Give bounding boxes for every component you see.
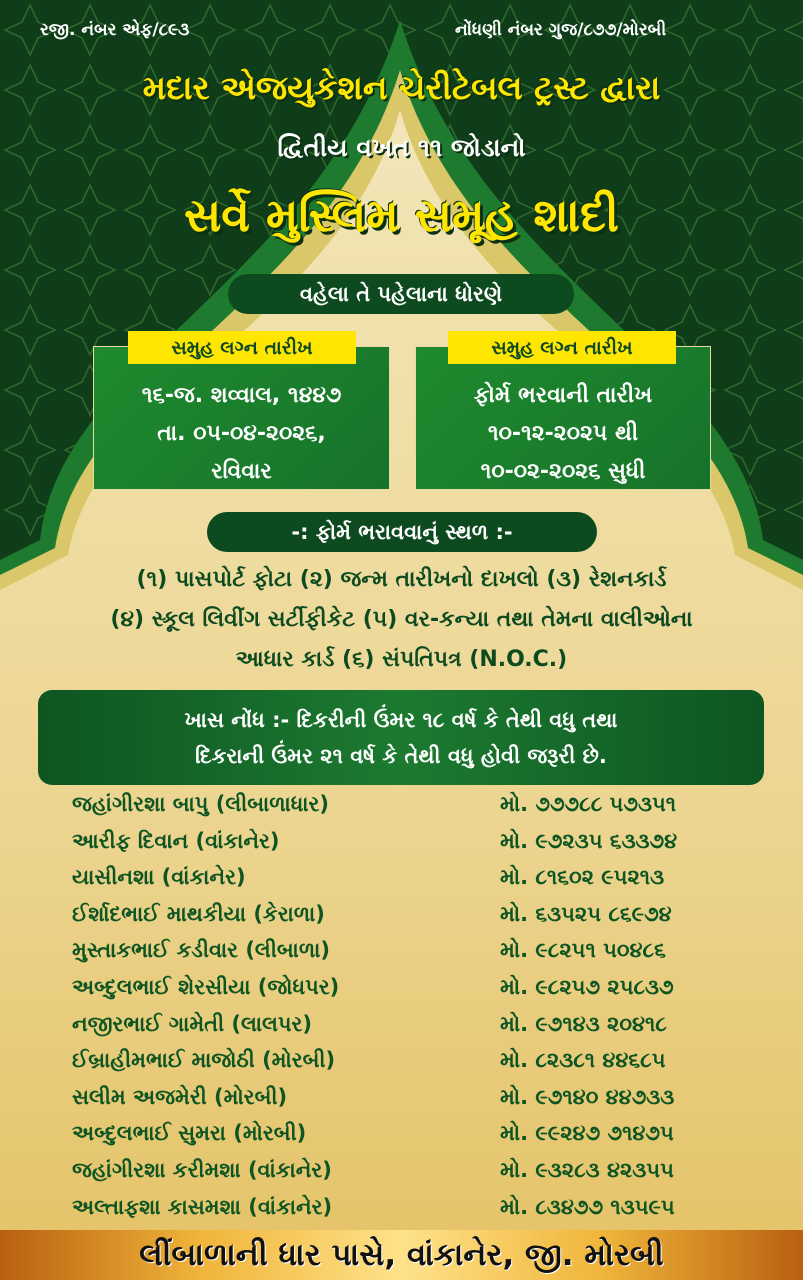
contact-phone: મો. ૯૮૨૫૭ ૨૫૮૩૭ [500,975,674,999]
contact-phone: મો. ૯૭૧૪૦ ૪૪૭૩૩ [500,1084,675,1109]
contact-row [0,865,803,902]
contact-name: ઈર્શાદભાઈ માથકીયા (કેરાળા) [72,901,325,926]
documents-list [0,560,803,680]
contact-row [0,829,803,866]
first-come-badge: વહેલા તે પહેલાના ધોરણે [228,274,574,314]
contact-phone: મો. ૬૩૫૨૫ ૮૬૯૭૪ [500,901,672,926]
documents-line: (૪) સ્કૂલ લિવીંગ સર્ટીફીકેટ (૫) વર-કન્યા તથા તેમના વાલીઓના [110,607,693,632]
contact-name: સલીમ અજમેરી (મોરબી) [72,1084,288,1109]
contact-row [0,1012,803,1049]
contact-name: ઈબ્રાહીમભાઈ માજોઠી (મોરબી) [72,1048,336,1073]
form-date-box [415,346,711,490]
documents-line: આધાર કાર્ડ (૬) સંપતિપત્ર (N.O.C.) [235,647,568,672]
contact-row [0,1048,803,1085]
form-start-date: ૧૦-૧૨-૨૦૨૫ થી [487,421,639,446]
main-title: સર્વે મુસ્લિમ સમૂહ શાદી [184,188,619,242]
note-line: ખાસ નોંધ :- દિકરીની ઉંમર ૧૮ વર્ષ કે તેથી વધુ તથા [184,708,618,732]
gregorian-date: તા. ૦૫-૦૪-૨૦૨૬, [157,421,326,446]
contact-row [0,902,803,939]
documents-line: (૧) પાસપોર્ટ ફોટા (૨) જન્મ તારીખનો દાખલો (૩) રેશનકાર્ડ [136,567,667,592]
organizer-title: મદાર એજયુકેશન ચેરીટેબલ ટ્રસ્ટ દ્વારા [142,68,661,107]
contact-phone: મો. ૯૩૨૮૩ ૪૨૩૫૫ [500,1158,674,1182]
wedding-date-box [93,346,390,490]
contact-row [0,938,803,975]
contact-name: અબ્દુલભાઈ સુમરા (મોરબી) [72,1121,307,1146]
contact-phone: મો. ૯૮૨૫૧ ૫૦૪૮૬ [500,938,666,963]
contact-phone: મો. ૭૭૭૮૮ ૫૭૩૫૧ [500,792,677,816]
registration-number-right: નોંધણી નંબર ગુજ/૮૭૭/મોરબી [455,20,667,40]
contact-phone: મો. ૮૧૬૦૨ ૯૫૨૧૩ [500,865,665,890]
contact-row [0,975,803,1012]
form-date-heading: ફોર્મ ભરવાની તારીખ [473,383,653,408]
registration-number-left: રજી. નંબર એફ/૮૯૩ [40,20,190,40]
contact-name: આરીફ દિવાન (વાંકાનેર) [72,828,280,853]
contact-name: મુસ્તાકભાઈ કડીવાર (લીબાળા) [72,938,330,963]
form-place-badge: -: ફોર્મ ભરાવવાનું સ્થળ :- [207,512,597,552]
note-line: દિકરાની ઉંમર ૨૧ વર્ષ કે તેથી વધુ હોવી જરૂરી છે. [195,744,607,768]
contact-phone: મો. ૯૭૧૪૩ ૨૦૪૧૮ [500,1011,667,1036]
contact-row [0,1085,803,1122]
hijri-date: ૧૬-જ. શવ્વાલ, ૧૪૪૭ [141,383,342,408]
contact-name: અબ્દુલભાઈ શેરસીયા (જોધપર) [72,975,340,999]
contact-name: યાસીનશા (વાંકાનેર) [72,865,246,890]
contact-name: જહાંગીરશા બાપુ (લીબાળાધાર) [72,792,329,816]
contact-row [0,1121,803,1158]
contact-name: જહાંગીરશા કરીમશા (વાંકાનેર) [72,1158,332,1182]
contact-name: અલ્તાફશા કાસમશા (વાંકાનેર) [72,1194,333,1219]
contact-row [0,1195,803,1232]
subtitle: દ્વિતીય વખત ૧૧ જોડાનો [277,133,526,162]
contact-name: નજીરભાઈ ગામેતી (લાલપર) [72,1011,312,1036]
form-date-label: સમુહ લગ્ન તારીખ [448,331,676,364]
form-end-date: ૧૦-૦૨-૨૦૨૬ સુધી [480,459,646,484]
contact-phone: મો. ૮૨૩૮૧ ૪૪૬૮૫ [500,1048,666,1073]
special-note [38,690,764,785]
weekday: રવિવાર [211,459,272,484]
wedding-date-label: સમુહ લગ્ન તારીખ [128,331,356,364]
contact-phone: મો. ૯૭૨૩૫ ૬૩૩૭૪ [500,828,678,853]
venue-footer: લીંબાળાની ધાર પાસે, વાંકાનેર, જી. મોરબી [0,1230,803,1280]
contact-phone: મો. ૮૩૪૭૭ ૧૩૫૯૫ [500,1194,675,1219]
contact-phone: મો. ૯૯૨૪૭ ૭૧૪૭૫ [500,1121,674,1146]
contact-row [0,792,803,829]
contact-row [0,1158,803,1195]
